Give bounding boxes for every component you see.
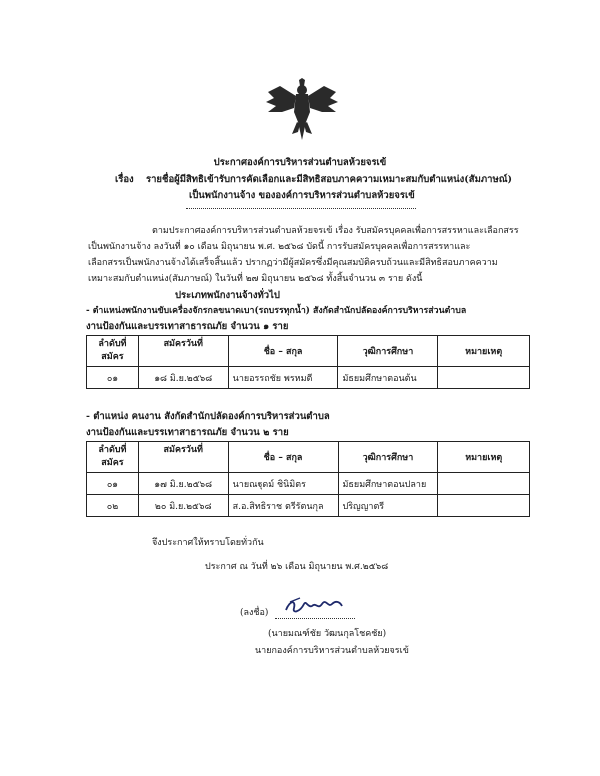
section2-position: - ตำแหน่ง คนงาน สังกัดสำนักปลัดองค์การบริหารส่วนตำบล bbox=[86, 411, 330, 422]
subject-label: เรื่อง bbox=[115, 174, 134, 185]
subject-line-2: เป็นพนักงานจ้าง ขององค์การบริหารส่วนตำบลห้วยจรเข้ bbox=[189, 190, 415, 201]
cell-no: ๐๑ bbox=[87, 367, 139, 389]
paragraph-line-2: เป็นพนักงานจ้าง ลงวันที่ ๑๐ เดือน มิถุนายน พ.ศ. ๒๕๖๘ บัดนี้ การรับสมัครบุคคลเพื่อการสรรหาและ bbox=[88, 242, 471, 252]
header-note: หมายเหตุ bbox=[438, 442, 530, 473]
paragraph-line-4: เหมาะสมกับตำแหน่ง(สัมภาษณ์) ในวันที่ ๒๗ มิถุนายน ๒๕๖๘ ทั้งสิ้นจำนวน ๓ ราย ดังนี้ bbox=[88, 274, 423, 284]
table-row bbox=[87, 367, 530, 389]
table-header-row bbox=[87, 336, 530, 367]
cell-education: มัธยมศึกษาตอนปลาย bbox=[338, 473, 438, 495]
signer-position: นายกองค์การบริหารส่วนตำบลห้วยจรเข้ bbox=[255, 646, 409, 656]
table-header-row bbox=[87, 442, 530, 473]
cell-no: ๐๑ bbox=[87, 473, 139, 495]
header-name: ชื่อ – สกุล bbox=[228, 442, 338, 473]
signature-line bbox=[275, 618, 355, 619]
header-order: ลำดับที่ สมัคร bbox=[87, 442, 139, 473]
table-row bbox=[87, 495, 530, 517]
header-education: วุฒิการศึกษา bbox=[338, 336, 438, 367]
category-heading: ประเภทพนักงานจ้างทั่วไป bbox=[175, 290, 280, 301]
page-title: ประกาศองค์การบริหารส่วนตำบลห้วยจรเข้ bbox=[213, 157, 387, 168]
sign-label: (ลงชื่อ) bbox=[240, 608, 269, 618]
header-order: ลำดับที่ สมัคร bbox=[87, 336, 139, 367]
cell-education: มัธยมศึกษาตอนต้น bbox=[338, 367, 438, 389]
cell-date: ๒๐ มิ.ย.๒๕๖๘ bbox=[138, 495, 228, 517]
cell-name: ส.อ.สิทธิราช ตรีรัตนกุล bbox=[228, 495, 338, 517]
header-date: สมัครวันที่ bbox=[138, 336, 228, 367]
section2-table bbox=[86, 441, 530, 517]
cell-name: นายอรรถชัย พรหมตี bbox=[228, 367, 338, 389]
separator-line bbox=[186, 208, 416, 209]
cell-education: ปริญญาตรี bbox=[338, 495, 438, 517]
cell-name: นายณฐุดม์ ชินิมิตร bbox=[228, 473, 338, 495]
cell-date: ๑๘ มิ.ย.๒๕๖๘ bbox=[138, 367, 228, 389]
cell-note bbox=[438, 495, 530, 517]
cell-date: ๑๗ มิ.ย.๒๕๖๘ bbox=[138, 473, 228, 495]
subject-line-1: รายชื่อผู้มีสิทธิเข้ารับการคัดเลือกและมีสิทธิสอบภาคความเหมาะสมกับตำแหน่ง(สัมภาษณ์) bbox=[146, 174, 513, 185]
announce-text: จึงประกาศให้ทราบโดยทั่วกัน bbox=[152, 538, 264, 548]
section1-unit: งานป้องกันและบรรเทาสาธารณภัย จำนวน ๑ ราย bbox=[86, 321, 289, 332]
section1-position: - ตำแหน่งพนักงานขับเครื่องจักรกลขนาดเบา(รถบรรทุกน้ำ) สังกัดสำนักปลัดองค์การบริหารส่วนตำบล bbox=[86, 306, 467, 316]
paragraph-line-1: ตามประกาศองค์การบริหารส่วนตำบลห้วยจรเข้ เรื่อง รับสมัครบุคคลเพื่อการสรรหาและเลือกสรร bbox=[152, 226, 519, 236]
section1-table bbox=[86, 335, 530, 389]
dated-text: ประกาศ ณ วันที่ ๒๖ เดือน มิถุนายน พ.ศ.๒๕๖๘ bbox=[205, 562, 389, 572]
header-education: วุฒิการศึกษา bbox=[338, 442, 438, 473]
cell-note bbox=[438, 367, 530, 389]
signature-image bbox=[280, 592, 350, 618]
table-row bbox=[87, 473, 530, 495]
section2-unit: งานป้องกันและบรรเทาสาธารณภัย จำนวน ๒ ราย bbox=[86, 427, 289, 438]
cell-note bbox=[438, 473, 530, 495]
header-date: สมัครวันที่ bbox=[138, 442, 228, 473]
garuda-emblem bbox=[262, 78, 342, 142]
header-note: หมายเหตุ bbox=[438, 336, 530, 367]
header-name: ชื่อ – สกุล bbox=[228, 336, 338, 367]
signer-name: (นายมณฑ์ชัย วัฒนกุลโชคชัย) bbox=[268, 629, 387, 639]
cell-no: ๐๒ bbox=[87, 495, 139, 517]
paragraph-line-3: เลือกสรรเป็นพนักงานจ้างได้เสร็จสิ้นแล้ว ปรากฏว่ามีผู้สมัครซึ่งมีคุณสมบัติครบถ้วนและมีสิทธิสอบภาคความ bbox=[88, 258, 498, 268]
